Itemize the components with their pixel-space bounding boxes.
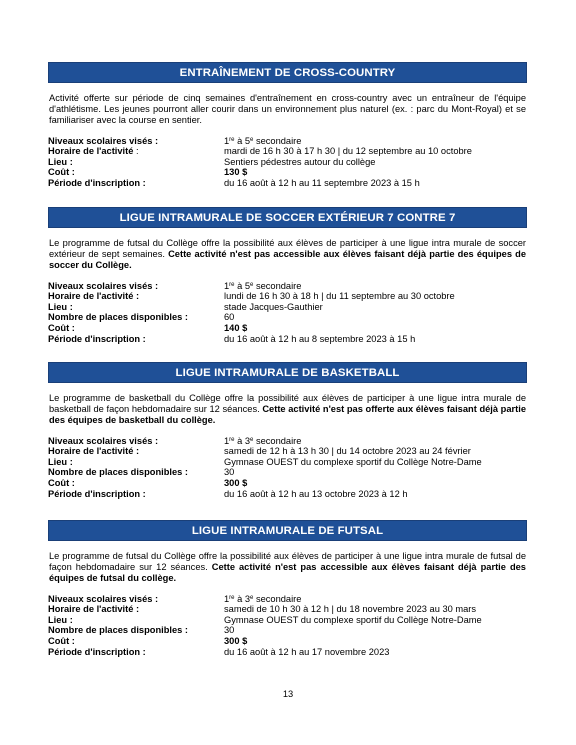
detail-row-schedule <box>48 446 527 457</box>
section-description <box>48 93 527 127</box>
detail-row-levels <box>48 436 527 447</box>
section-description <box>48 551 527 585</box>
detail-value: 30 <box>224 625 235 636</box>
detail-label: Horaire de l'activité : <box>48 604 140 615</box>
section-soccer <box>48 207 527 344</box>
description-text: Le programme de basketball du Collège offre la possibilité aux élèves de participer à une ligue intra murale de basketball de façon hebdomadaire sur 12 séances. <box>49 393 526 415</box>
section-title: ENTRAÎNEMENT DE CROSS-COUNTRY <box>48 62 527 83</box>
detail-value: stade Jacques-Gauthier <box>224 301 323 312</box>
details-list <box>48 594 527 658</box>
page-number: 13 <box>282 689 294 699</box>
detail-label: Niveaux scolaires visés : <box>48 435 159 446</box>
section-description <box>48 238 527 272</box>
detail-row-levels <box>48 281 527 292</box>
detail-value: Sentiers pédestres autour du collège <box>224 156 376 167</box>
detail-value: lundi de 16 h 30 à 18 h | du 11 septembre au 30 octobre <box>224 291 455 302</box>
detail-label: Période d'inscription : <box>48 488 146 499</box>
detail-row-places <box>48 625 527 636</box>
detail-label: Coût : <box>48 322 75 333</box>
description-text: Activité offerte sur période de cinq semaines d'entraînement en cross-country avec un entraîneur de l'équipe d'athlétisme. Les jeunes pourront aller courir dans un environnement plus naturel (ex. : parc du Mont-Royal) et se familiariser avec la course en sentier. <box>49 93 526 126</box>
detail-row-cost <box>48 167 527 178</box>
detail-value: du 16 août à 12 h au 11 septembre 2023 à 15 h <box>224 177 420 188</box>
detail-row-places <box>48 467 527 478</box>
description-warning: Cette activité n'est pas accessible aux élèves faisant déjà partie des équipes de soccer du Collège. <box>49 249 526 271</box>
detail-value: samedi de 12 h à 13 h 30 | du 14 octobre 2023 au 24 février <box>224 446 471 457</box>
detail-row-schedule <box>48 291 527 302</box>
detail-value: 1re à 3e secondaire <box>224 435 302 446</box>
detail-value: samedi de 10 h 30 à 12 h | du 18 novembre 2023 au 30 mars <box>224 604 477 615</box>
detail-label: Période d'inscription : <box>48 177 146 188</box>
detail-label: Niveaux scolaires visés : <box>48 135 159 146</box>
detail-label: Niveaux scolaires visés : <box>48 593 159 604</box>
detail-label: Coût : <box>48 477 75 488</box>
detail-value: 300 $ <box>224 477 248 488</box>
detail-row-schedule <box>48 604 527 615</box>
detail-label: Période d'inscription : <box>48 646 146 657</box>
detail-label: Nombre de places disponibles : <box>48 625 189 636</box>
detail-value: Gymnase OUEST du complexe sportif du Collège Notre-Dame <box>224 614 482 625</box>
detail-label: Période d'inscription : <box>48 333 146 344</box>
detail-value: du 16 août à 12 h au 13 octobre 2023 à 12 h <box>224 488 408 499</box>
detail-row-registration <box>48 647 527 658</box>
description-text: Le programme de futsal du Collège offre la possibilité aux élèves de participer à une ligue intra murale de soccer extérieur de sept semaines. <box>49 238 526 260</box>
detail-value: Gymnase OUEST du complexe sportif du Collège Notre-Dame <box>224 456 482 467</box>
detail-label: Lieu : <box>48 456 73 467</box>
details-list <box>48 281 527 345</box>
detail-value: 30 <box>224 467 235 478</box>
details-list <box>48 436 527 500</box>
details-list <box>48 136 527 189</box>
detail-row-schedule <box>48 146 527 157</box>
section-futsal <box>48 520 527 657</box>
description-warning: Cette activité n'est pas accessible aux élèves faisant déjà partie des équipes de futsal du collège. <box>49 562 526 584</box>
detail-row-location <box>48 457 527 468</box>
detail-label: Lieu : <box>48 301 73 312</box>
description-warning: Cette activité n'est pas offerte aux élèves faisant déjà partie des équipes de basketball du collège. <box>49 404 526 426</box>
detail-label: Lieu : <box>48 156 73 167</box>
detail-row-levels <box>48 136 527 147</box>
detail-label: Niveaux scolaires visés : <box>48 280 159 291</box>
detail-row-cost <box>48 478 527 489</box>
detail-label: Horaire de l'activité : <box>48 146 139 157</box>
detail-label: Horaire de l'activité : <box>48 446 140 457</box>
detail-label: Nombre de places disponibles : <box>48 312 189 323</box>
detail-row-places <box>48 312 527 323</box>
detail-label: Nombre de places disponibles : <box>48 467 189 478</box>
detail-value: 140 $ <box>224 322 248 333</box>
detail-label: Coût : <box>48 167 75 178</box>
section-cross-country <box>48 62 527 189</box>
section-description <box>48 393 527 427</box>
detail-value: 1re à 3e secondaire <box>224 593 302 604</box>
description-text: Le programme de futsal du Collège offre la possibilité aux élèves de participer à une ligue intra murale de futsal de façon hebdomadaire sur 12 séances. <box>49 551 526 573</box>
detail-label: Horaire de l'activité : <box>48 291 140 302</box>
detail-value: 1re à 5e secondaire <box>224 280 302 291</box>
detail-value: du 16 août à 12 h au 8 septembre 2023 à 15 h <box>224 333 416 344</box>
detail-label: Lieu : <box>48 614 73 625</box>
detail-row-cost <box>48 323 527 334</box>
section-title: LIGUE INTRAMURALE DE SOCCER EXTÉRIEUR 7 CONTRE 7 <box>48 207 527 228</box>
detail-row-location <box>48 157 527 168</box>
detail-label: Coût : <box>48 635 75 646</box>
detail-value: 1re à 5e secondaire <box>224 135 302 146</box>
detail-row-registration <box>48 489 527 500</box>
section-basketball <box>48 362 527 499</box>
section-title: LIGUE INTRAMURALE DE FUTSAL <box>48 520 527 541</box>
detail-value: 130 $ <box>224 167 248 178</box>
detail-value: 300 $ <box>224 635 248 646</box>
detail-value: du 16 août à 12 h au 17 novembre 2023 <box>224 646 390 657</box>
section-title: LIGUE INTRAMURALE DE BASKETBALL <box>48 362 527 383</box>
detail-row-registration <box>48 178 527 189</box>
detail-row-levels <box>48 594 527 605</box>
detail-row-location <box>48 302 527 313</box>
detail-row-location <box>48 615 527 626</box>
detail-row-registration <box>48 334 527 345</box>
detail-row-cost <box>48 636 527 647</box>
detail-value: mardi de 16 h 30 à 17 h 30 | du 12 septembre au 10 octobre <box>224 146 472 157</box>
detail-value: 60 <box>224 312 235 323</box>
